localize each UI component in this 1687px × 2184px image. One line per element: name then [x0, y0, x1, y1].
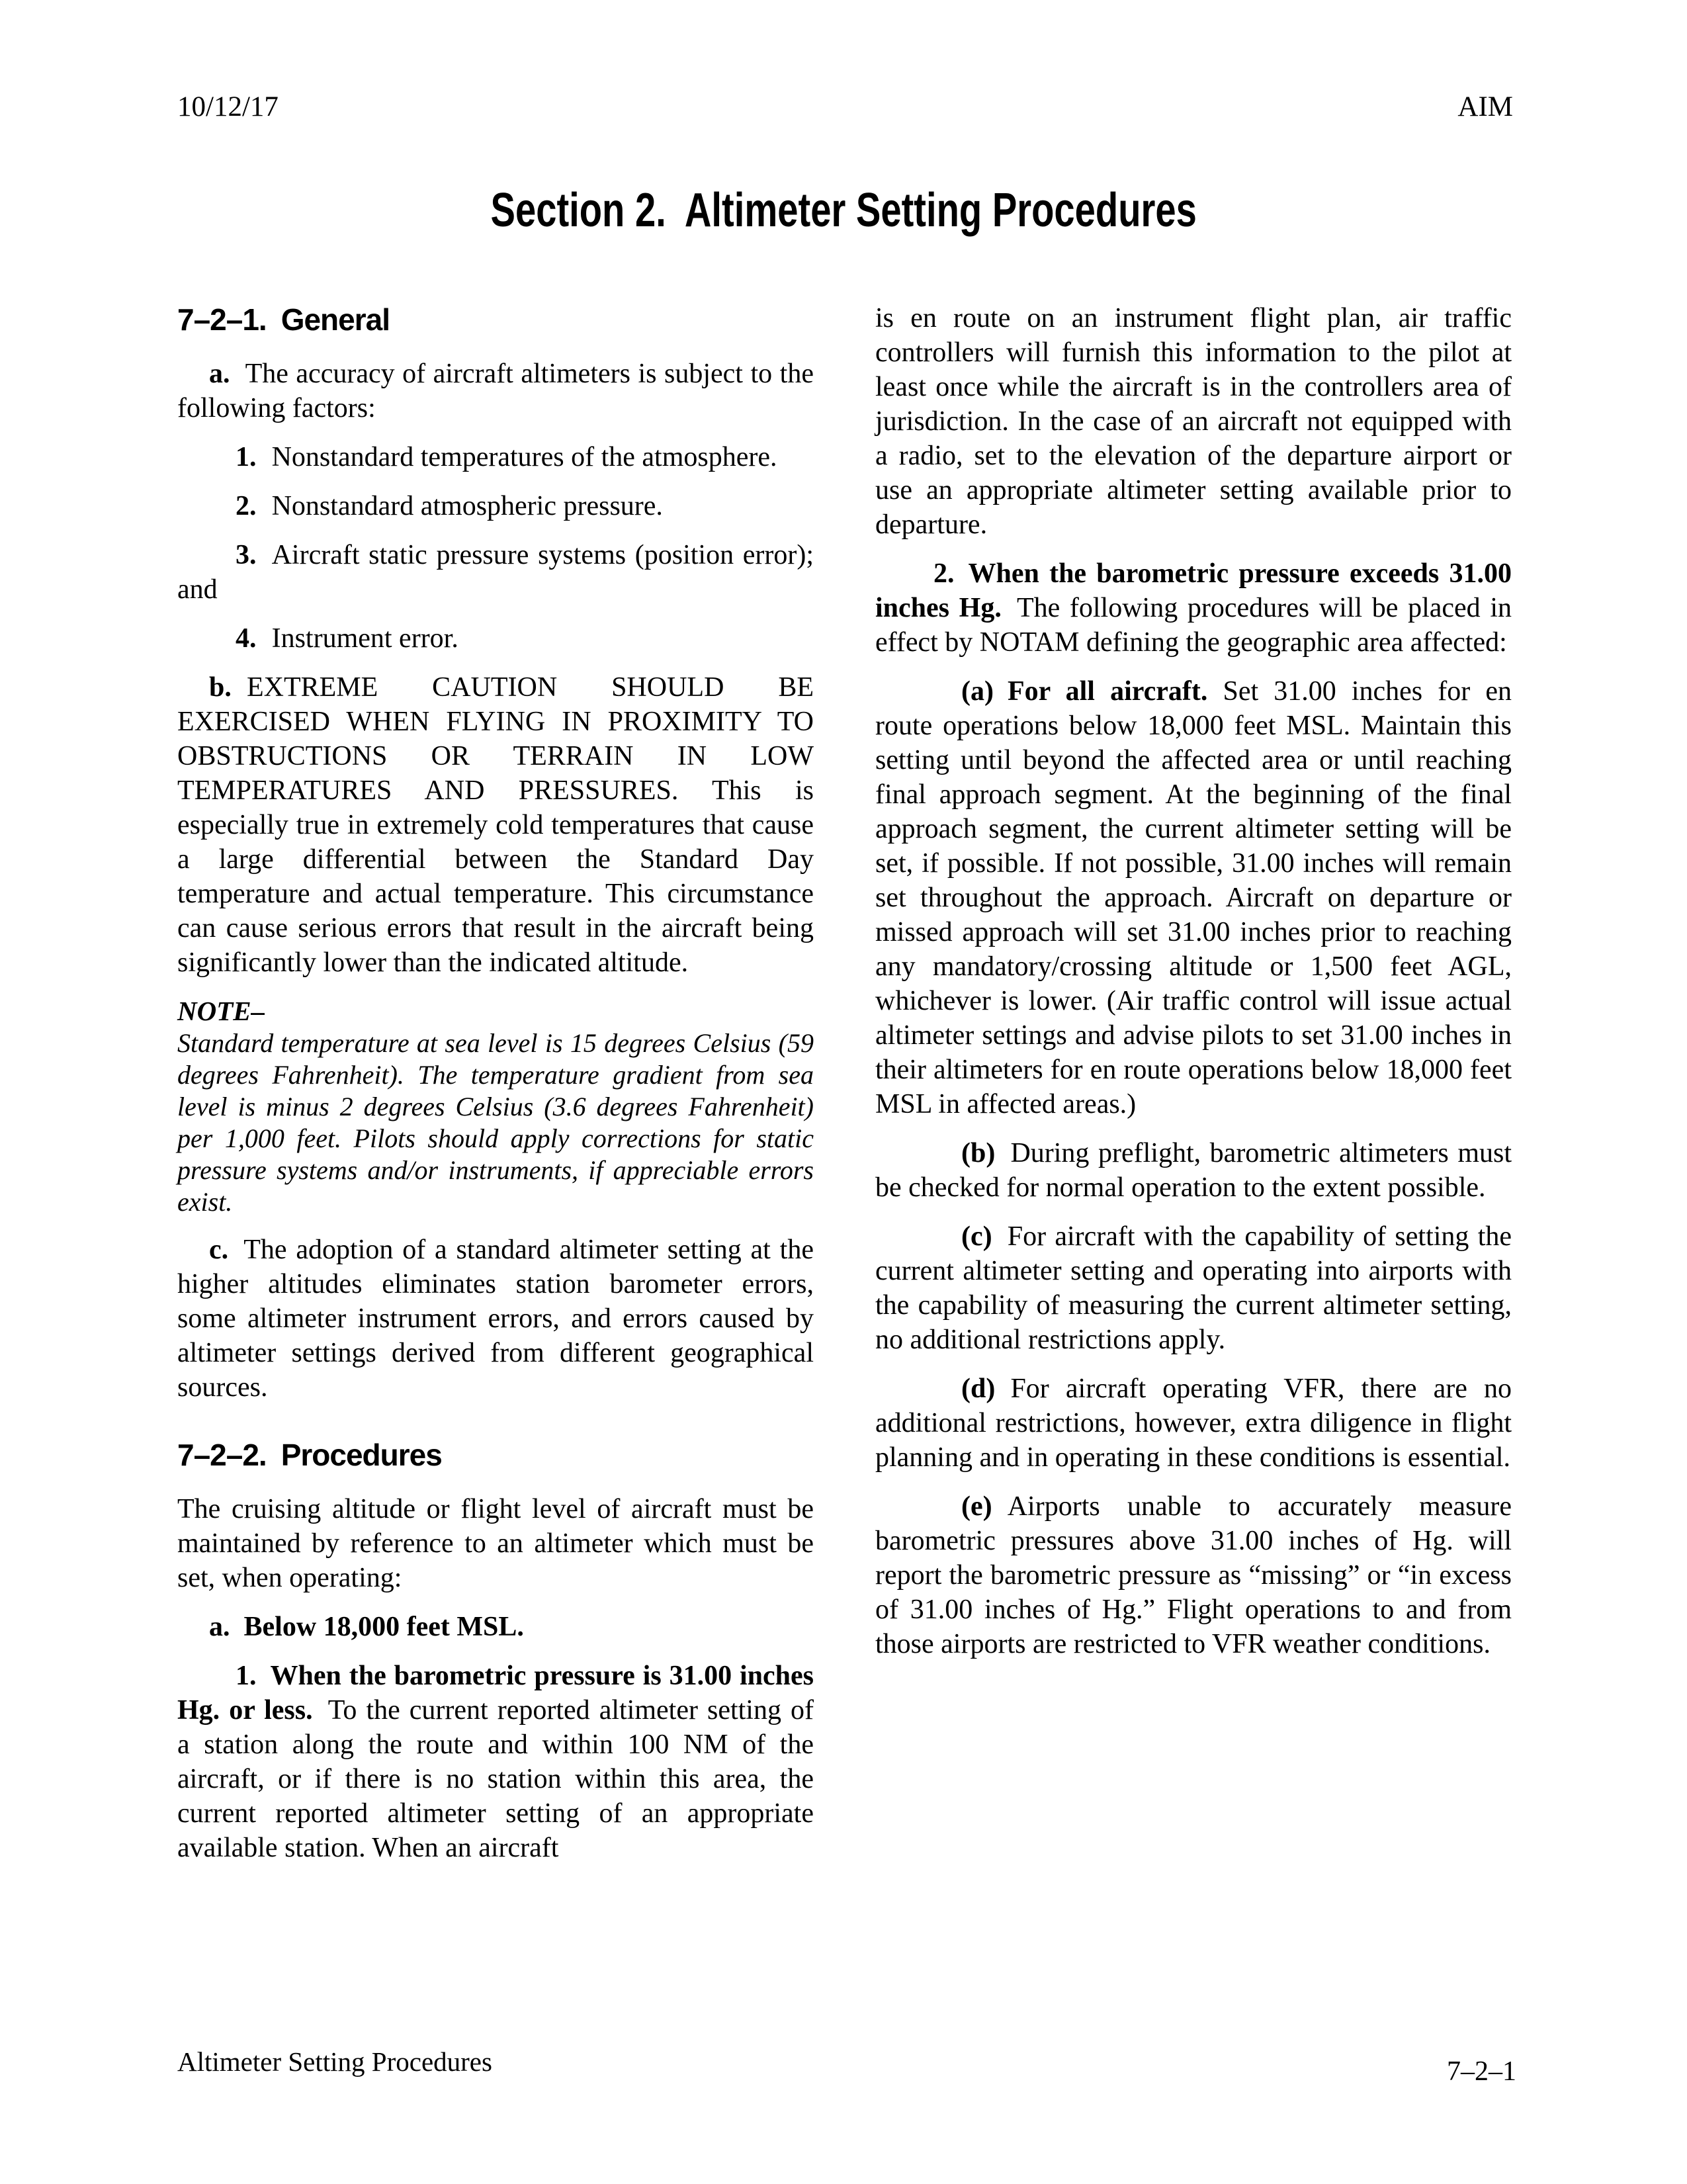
paragraph-text: For aircraft with the capability of setting the current altimeter setting and operating into airports with the capability of measuring the current altimeter setting, no additional restrictions apply. — [875, 1221, 1512, 1355]
heading-7-2-1-general: 7–2–1. General — [177, 302, 390, 337]
paragraph-label: (e) — [961, 1491, 992, 1522]
page-header — [177, 93, 1513, 121]
paragraph-label: a. Below 18,000 feet MSL. — [209, 1612, 524, 1642]
paragraph-c-standard-setting — [177, 1233, 814, 1405]
item-2-pressure-exceeds-31 — [875, 556, 1512, 660]
footer-section-name: Altimeter Setting Procedures — [177, 2046, 492, 2077]
item-label: 1. When the barometric pressure is 31.00 inches Hg. or less. — [177, 1661, 814, 1725]
note-text: Standard temperature at sea level is 15 degrees Celsius (59 degrees Fahrenheit). The temperature gradient from sea level is minus 2 degrees Celsius (3.6 degrees Fahrenheit) per 1,000 feet. Pilots should apply corrections for static pressure systems and/or instruments, if appreciable errors exist. — [177, 1028, 814, 1217]
item-text: To the current reported altimeter setting of a station along the route and within 100 NM of the aircraft, or if there is no station within this area, the current reported altimeter setting of an appropriate available station. When an aircraft — [177, 1695, 814, 1863]
item-text: The following procedures will be placed in effect by NOTAM defining the geographic area affected: — [875, 593, 1512, 658]
note-label: NOTE– — [177, 996, 265, 1026]
paragraph-intro-cruising: The cruising altitude or flight level of aircraft must be maintained by reference to an altimeter which must be set, when operating: — [177, 1494, 814, 1593]
list-item-label: 2. — [236, 491, 257, 521]
paragraph-text: Set 31.00 inches for en route operations below 18,000 feet MSL. Maintain this setting until beyond the affected area or until reaching final approach segment. At the beginning of the final approach segment, the current altimeter setting will be set, if possible. If not possible, 31.00 inches will remain set throughout the approach. Aircraft on departure or missed approach will set 31.00 inches prior to reaching any mandatory/crossing altitude or 1,500 feet AGL, whichever is lower. (Air traffic control will issue actual altimeter settings and advise pilots to set 31.00 inches in their altimeters for en route operations below 18,000 feet MSL in affected areas.) — [875, 676, 1512, 1119]
paragraph-e-airports-unable — [875, 1489, 1512, 1661]
paragraph-a-below-18000 — [177, 1610, 814, 1644]
paragraph-label: (a) For all aircraft. — [961, 676, 1208, 707]
paragraph-label: (b) — [961, 1138, 996, 1168]
footer-page-number: 7–2–1 — [1447, 2056, 1516, 2087]
list-item-label: 4. — [236, 623, 257, 654]
section-title: Section 2. Altimeter Setting Procedures — [490, 184, 1197, 237]
paragraph-continuation-enroute: is en route on an instrument flight plan, air traffic controllers will furnish this information to the pilot at least once while the aircraft is in the controllers area of jurisdiction. In the case of an aircraft not equipped with a radio, set to the elevation of the departure airport or use an appropriate altimeter setting available prior to departure. — [875, 303, 1512, 540]
header-date: 10/12/17 — [177, 91, 279, 122]
list-item-text: Nonstandard temperatures of the atmosphere. — [271, 442, 777, 472]
paragraph-text: During preflight, barometric altimeters must be checked for normal operation to the extent possible. — [875, 1138, 1512, 1203]
list-item-1-temperatures — [177, 440, 814, 474]
list-item-label: 1. — [236, 442, 257, 472]
item-label: 2. When the barometric pressure exceeds 31.00 inches Hg. — [875, 558, 1512, 623]
list-item-text: Nonstandard atmospheric pressure. — [271, 491, 663, 521]
paragraph-a-accuracy — [177, 357, 814, 425]
paragraph-c-setting-capability — [875, 1219, 1512, 1357]
paragraph-text: The accuracy of aircraft altimeters is subject to the following factors: — [177, 359, 814, 423]
paragraph-text: Airports unable to accurately measure barometric pressures above 31.00 inches of Hg. will report the barometric pressure as “missing” or “in excess of 31.00 inches of Hg.” Flight operations to and from those airports are restricted to VFR weather conditions. — [875, 1491, 1512, 1659]
two-column-body — [177, 301, 1512, 1880]
list-item-4-instrument-error — [177, 621, 814, 656]
section-title-wrap — [0, 184, 1687, 237]
list-item-text: Instrument error. — [271, 623, 458, 654]
paragraph-a-for-all-aircraft — [875, 674, 1512, 1121]
paragraph-label: a. — [209, 359, 230, 389]
list-item-label: 3. — [236, 540, 257, 570]
paragraph-text: For aircraft operating VFR, there are no additional restrictions, however, extra diligence in flight planning and in operating in these conditions is essential. — [875, 1374, 1512, 1473]
paragraph-d-vfr-operations — [875, 1372, 1512, 1475]
paragraph-text: The adoption of a standard altimeter setting at the higher altitudes eliminates station barometer errors, some altimeter instrument errors, and errors caused by altimeter settings derived from different geographical sources. — [177, 1235, 814, 1403]
heading-7-2-2-procedures: 7–2–2. Procedures — [177, 1438, 442, 1472]
paragraph-label: c. — [209, 1235, 229, 1265]
list-item-2-pressure — [177, 489, 814, 523]
paragraph-text: EXTREME CAUTION SHOULD BE EXERCISED WHEN FLYING IN PROXIMITY TO OBSTRUCTIONS OR TERRAIN IN LOW TEMPERATURES AND PRESSURES. This is especially true in extremely cold temperatures that cause a large differential between the Standard Day temperature and actual temperature. This circumstance can cause serious errors that result in the aircraft being significantly lower than the indicated altitude. — [177, 672, 814, 978]
paragraph-label: (d) — [961, 1374, 996, 1404]
left-column — [177, 301, 814, 1880]
item-1-pressure-31-or-less — [177, 1659, 814, 1865]
right-column — [875, 301, 1512, 1880]
list-item-text: Aircraft static pressure systems (position error); and — [177, 540, 814, 605]
paragraph-label: b. — [209, 672, 232, 703]
paragraph-label: (c) — [961, 1221, 992, 1252]
list-item-3-static-systems — [177, 538, 814, 607]
header-manual-label: AIM — [1457, 91, 1513, 122]
paragraph-b-preflight-check — [875, 1136, 1512, 1205]
paragraph-b-extreme-caution — [177, 670, 814, 980]
